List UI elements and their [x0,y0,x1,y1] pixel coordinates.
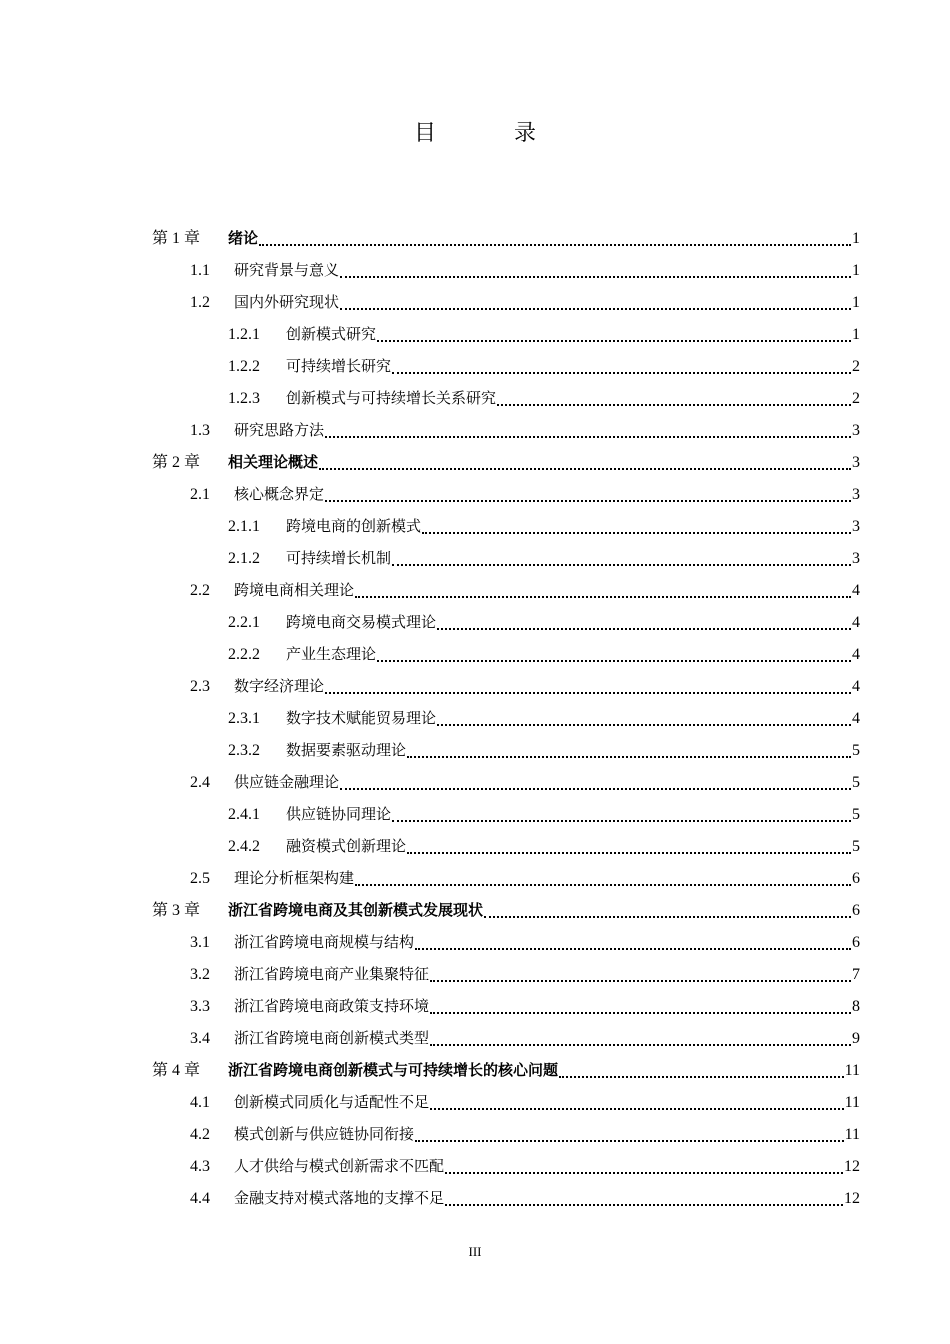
toc-entry-number: 1.2.3 [228,390,260,407]
toc-leader-dots [340,787,851,790]
toc-entry-page: 4 [852,614,860,631]
toc-entry-page: 7 [852,966,860,983]
toc-entry-page: 5 [852,806,860,823]
toc-entry-line [228,350,860,383]
toc-entry-line [190,414,860,447]
toc-entry-page: 5 [852,838,860,855]
toc-entry-line [228,702,860,735]
toc-entry-title: 供应链协同理论 [286,805,392,823]
toc-entry-page: 2 [852,390,860,407]
toc-entry-line [152,1054,860,1087]
toc-entry-number: 1.2 [190,294,210,311]
toc-entry-page: 8 [852,998,860,1015]
toc-entry-title: 数字经济理论 [234,677,325,695]
toc-entry-line [190,254,860,287]
toc-entry-page: 2 [852,358,860,375]
toc-leader-dots [340,275,851,278]
toc-entry [0,830,950,862]
toc-entry-number: 第 4 章 [152,1062,201,1079]
toc-leader-dots [415,1139,844,1142]
toc-entry [0,286,950,318]
toc-entry-number: 2.4.2 [228,838,260,855]
toc-entry-number: 第 1 章 [152,230,201,247]
toc-entry [0,1182,950,1214]
toc-entry [0,382,950,414]
toc-entry [0,766,950,798]
toc-entry [0,638,950,670]
toc-entry-title: 供应链金融理论 [234,773,340,791]
toc-entry-page: 6 [852,934,860,951]
toc-entry-page: 3 [852,550,860,567]
toc-leader-dots [497,403,851,406]
toc-leader-dots [422,531,851,534]
toc-entry-title: 核心概念界定 [234,485,325,503]
toc-entry [0,1022,950,1054]
toc-entry-number: 4.4 [190,1190,210,1207]
toc-entry-number: 第 3 章 [152,902,201,919]
toc-leader-dots [430,979,851,982]
toc-entry-line [228,542,860,575]
toc-leader-dots [325,435,851,438]
toc-entry [0,446,950,478]
toc-entry-title: 可持续增长研究 [286,357,392,375]
toc-entry-page: 1 [852,326,860,343]
toc-entry-line [228,638,860,671]
toc-entry-line [190,1118,860,1151]
toc-entry-line [190,1150,860,1183]
toc-entry-title: 数据要素驱动理论 [286,741,407,759]
toc-entry-line [152,894,860,927]
toc-entry-title: 跨境电商交易模式理论 [286,613,437,631]
toc-entry [0,670,950,702]
toc-entry-number: 2.2.1 [228,614,260,631]
toc-entry-number: 3.1 [190,934,210,951]
toc-entry-page: 3 [852,454,860,471]
toc-entry [0,1118,950,1150]
toc-entry [0,702,950,734]
toc-leader-dots [430,1011,851,1014]
toc-entry-line [190,1182,860,1215]
toc-entry-line [190,926,860,959]
toc-leader-dots [437,723,851,726]
toc-entry [0,542,950,574]
toc-entry-number: 2.4.1 [228,806,260,823]
toc-entry-line [190,958,860,991]
toc-entry-title: 创新模式与可持续增长关系研究 [286,389,497,407]
toc-entry-number: 2.3.1 [228,710,260,727]
toc-entry-page: 4 [852,646,860,663]
toc-entry-number: 1.3 [190,422,210,439]
toc-entry-title: 人才供给与模式创新需求不匹配 [234,1157,445,1175]
toc-entry-title: 创新模式研究 [286,325,377,343]
toc-entry-number: 2.3 [190,678,210,695]
toc-entry [0,862,950,894]
toc-entry-title: 数字技术赋能贸易理论 [286,709,437,727]
toc-entry-line [228,798,860,831]
toc-entry-line [228,510,860,543]
toc-leader-dots [445,1171,843,1174]
toc-entry-title: 可持续增长机制 [286,549,392,567]
toc-entry [0,1150,950,1182]
toc-entry-page: 1 [852,262,860,279]
toc-leader-dots [559,1075,844,1078]
toc-entry-line [190,670,860,703]
toc-entry-number: 1.2.1 [228,326,260,343]
toc-entry-page: 3 [852,486,860,503]
toc-entry-number: 2.1 [190,486,210,503]
toc-entry-title: 浙江省跨境电商创新模式类型 [234,1029,430,1047]
toc-entry [0,478,950,510]
toc-entry [0,990,950,1022]
toc-entry-number: 4.1 [190,1094,210,1111]
toc-entry-number: 2.5 [190,870,210,887]
toc-entry-page: 6 [852,870,860,887]
toc-entry-title: 浙江省跨境电商产业集聚特征 [234,965,430,983]
toc-entry-line [152,446,860,479]
toc-entry-line [152,222,860,255]
toc-entry [0,894,950,926]
toc-entry-line [228,606,860,639]
toc-entry [0,958,950,990]
toc-entry-title: 模式创新与供应链协同衔接 [234,1125,415,1143]
toc-entry-line [228,734,860,767]
toc-entry-title: 跨境电商相关理论 [234,581,355,599]
toc-leader-dots [355,595,851,598]
toc-entry-page: 4 [852,678,860,695]
toc-entry-page: 4 [852,710,860,727]
toc-entry-title: 浙江省跨境电商及其创新模式发展现状 [228,901,484,919]
toc-entry-line [228,382,860,415]
toc-entry-title: 创新模式同质化与适配性不足 [234,1093,430,1111]
toc-entry-title: 研究背景与意义 [234,261,340,279]
toc-entry [0,1054,950,1086]
toc-leader-dots [484,915,851,918]
toc-entry [0,798,950,830]
toc-entry-page: 3 [852,518,860,535]
page-title: 目 录 [413,121,564,146]
toc-entry-number: 3.2 [190,966,210,983]
toc-entry [0,222,950,254]
toc-leader-dots [355,883,851,886]
toc-leader-dots [430,1043,851,1046]
toc-entry-line [190,286,860,319]
toc-entry-number: 2.3.2 [228,742,260,759]
toc-entry-number: 1.2.2 [228,358,260,375]
toc-entry-title: 绪论 [228,229,259,247]
toc-entry-page: 11 [844,1126,860,1143]
toc-leader-dots [415,947,851,950]
toc-entry-title: 国内外研究现状 [234,293,340,311]
toc-leader-dots [437,627,851,630]
toc-entry-page: 1 [852,294,860,311]
toc-entry-title: 研究思路方法 [234,421,325,439]
toc-entry-number: 4.3 [190,1158,210,1175]
toc-leader-dots [430,1107,844,1110]
page-number: III [468,1244,482,1259]
toc-entry-line [190,1086,860,1119]
toc-entry-page: 1 [852,230,860,247]
toc-leader-dots [259,243,851,246]
toc-entry-number: 2.2.2 [228,646,260,663]
toc-entry-line [190,478,860,511]
toc-entry-page: 12 [844,1158,860,1175]
toc-entry-line [190,766,860,799]
toc-entry-line [190,990,860,1023]
toc-entry-line [190,862,860,895]
toc-entry [0,318,950,350]
toc-entry-title: 跨境电商的创新模式 [286,517,422,535]
toc-entry-title: 浙江省跨境电商创新模式与可持续增长的核心问题 [228,1061,559,1079]
toc-entry-title: 浙江省跨境电商规模与结构 [234,933,415,951]
toc-entry [0,734,950,766]
toc-entry-title: 相关理论概述 [228,453,319,471]
toc-leader-dots [377,339,851,342]
toc-entry-line [228,318,860,351]
toc-entry-line [190,574,860,607]
toc-leader-dots [445,1203,843,1206]
toc-entry [0,606,950,638]
toc-entry-page: 11 [844,1062,860,1079]
toc-entry-page: 11 [844,1094,860,1111]
toc-entry-number: 4.2 [190,1126,210,1143]
toc-entry-line [228,830,860,863]
toc-entry [0,510,950,542]
toc-entry-title: 浙江省跨境电商政策支持环境 [234,997,430,1015]
toc-entry [0,1086,950,1118]
toc-entry-title: 产业生态理论 [286,645,377,663]
toc-entry-number: 第 2 章 [152,454,201,471]
toc-leader-dots [407,851,851,854]
toc-entry-page: 12 [844,1190,860,1207]
toc-leader-dots [392,563,851,566]
toc-entry-page: 5 [852,742,860,759]
toc-entry-title: 金融支持对模式落地的支撑不足 [234,1189,445,1207]
toc-entry-page: 6 [852,902,860,919]
toc-leader-dots [325,691,851,694]
toc-entry-page: 3 [852,422,860,439]
toc-entry-number: 2.2 [190,582,210,599]
toc-entry-page: 4 [852,582,860,599]
toc-entry-title: 理论分析框架构建 [234,869,355,887]
toc-entry [0,574,950,606]
toc-leader-dots [392,371,851,374]
toc-entry-number: 1.1 [190,262,210,279]
toc-entry-number: 3.3 [190,998,210,1015]
toc-entry-number: 2.1.1 [228,518,260,535]
toc-entry-number: 3.4 [190,1030,210,1047]
toc-entry-page: 9 [852,1030,860,1047]
toc-leader-dots [319,467,851,470]
toc-entry [0,350,950,382]
toc-entry [0,926,950,958]
toc-leader-dots [325,499,851,502]
toc-entry-number: 2.1.2 [228,550,260,567]
toc-leader-dots [377,659,851,662]
toc-entry-title: 融资模式创新理论 [286,837,407,855]
toc-leader-dots [407,755,851,758]
toc-entry-number: 2.4 [190,774,210,791]
toc-leader-dots [340,307,851,310]
toc-leader-dots [392,819,851,822]
toc-entry-page: 5 [852,774,860,791]
toc-entry-line [190,1022,860,1055]
toc-entry [0,254,950,286]
toc-entry [0,414,950,446]
